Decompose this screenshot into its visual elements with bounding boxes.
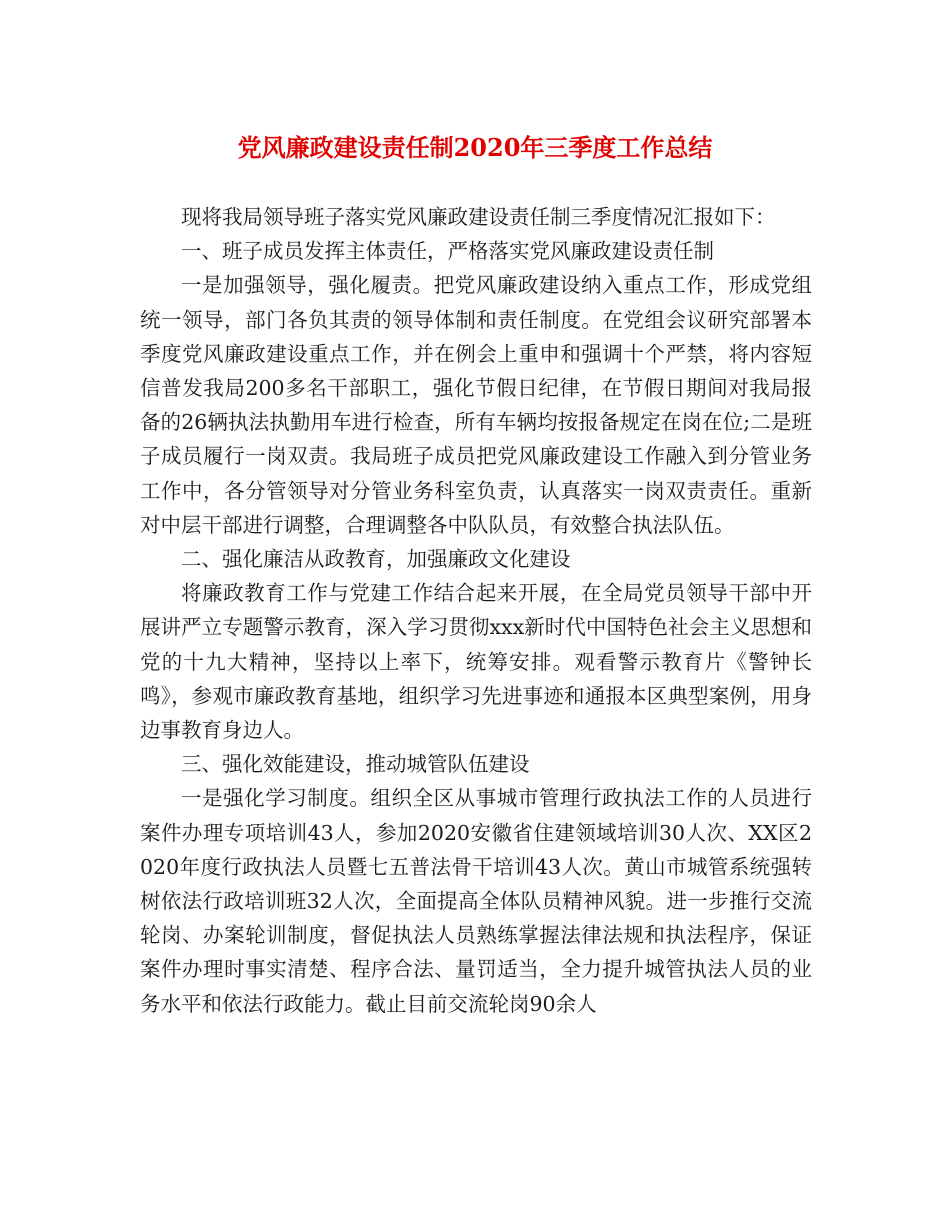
paragraph-section-2: 将廉政教育工作与党建工作结合起来开展，在全局党员领导干部中开展讲严立专题警示教育，深入学习贯彻xxx新时代中国特色社会主义思想和党的十九大精神，坚持以上率下，统筹安排。观看警示教育片《警钟长鸣》，参观市廉政教育基地，组织学习先进事迹和通报本区典型案例，用身边事教育身边人。	[140, 581, 812, 743]
paragraph-section-1: 一是加强领导，强化履责。把党风廉政建设纳入重点工作，形成党组统一领导，部门各负其责的领导体制和责任制度。在党组会议研究部署本季度党风廉政建设重点工作，并在例会上重申和强调十个严禁，将内容短信普发我局200多名干部职工，强化节假日纪律，在节假日期间对我局报备的26辆执法执勤用车进行检查，所有车辆均按报备规定在岗在位;二是班子成员履行一岗双责。我局班子成员把党风廉政建设工作融入到分管业务工作中，各分管领导对分管业务科室负责，认真落实一岗双责责任。重新对中层干部进行调整，合理调整各中队队员，有效整合执法队伍。	[140, 273, 812, 537]
section-heading-2: 二、强化廉洁从政教育，加强廉政文化建设	[181, 547, 571, 572]
paragraph-section-3: 一是强化学习制度。组织全区从事城市管理行政执法工作的人员进行案件办理专项培训43人，参加2020安徽省住建领域培训30人次、XX区2020年度行政执法人员暨七五普法骨干培训43人次。黄山市城管系统强转树依法行政培训班32人次，全面提高全体队员精神风貌。进一步推行交流轮岗、办案轮训制度，督促执法人员熟练掌握法律法规和执法程序，保证案件办理时事实清楚、程序合法、量罚适当，全力提升城管执法人员的业务水平和依法行政能力。截止目前交流轮岗90余人	[140, 786, 812, 1016]
document-body	[140, 200, 812, 1021]
paragraph-intro: 现将我局领导班子落实党风廉政建设责任制三季度情况汇报如下：	[181, 205, 776, 229]
document-title: 党风廉政建设责任制2020年三季度工作总结	[237, 133, 713, 162]
section-heading-1: 一、班子成员发挥主体责任，严格落实党风廉政建设责任制	[181, 239, 714, 264]
section-heading-3: 三、强化效能建设，推动城管队伍建设	[181, 752, 530, 777]
